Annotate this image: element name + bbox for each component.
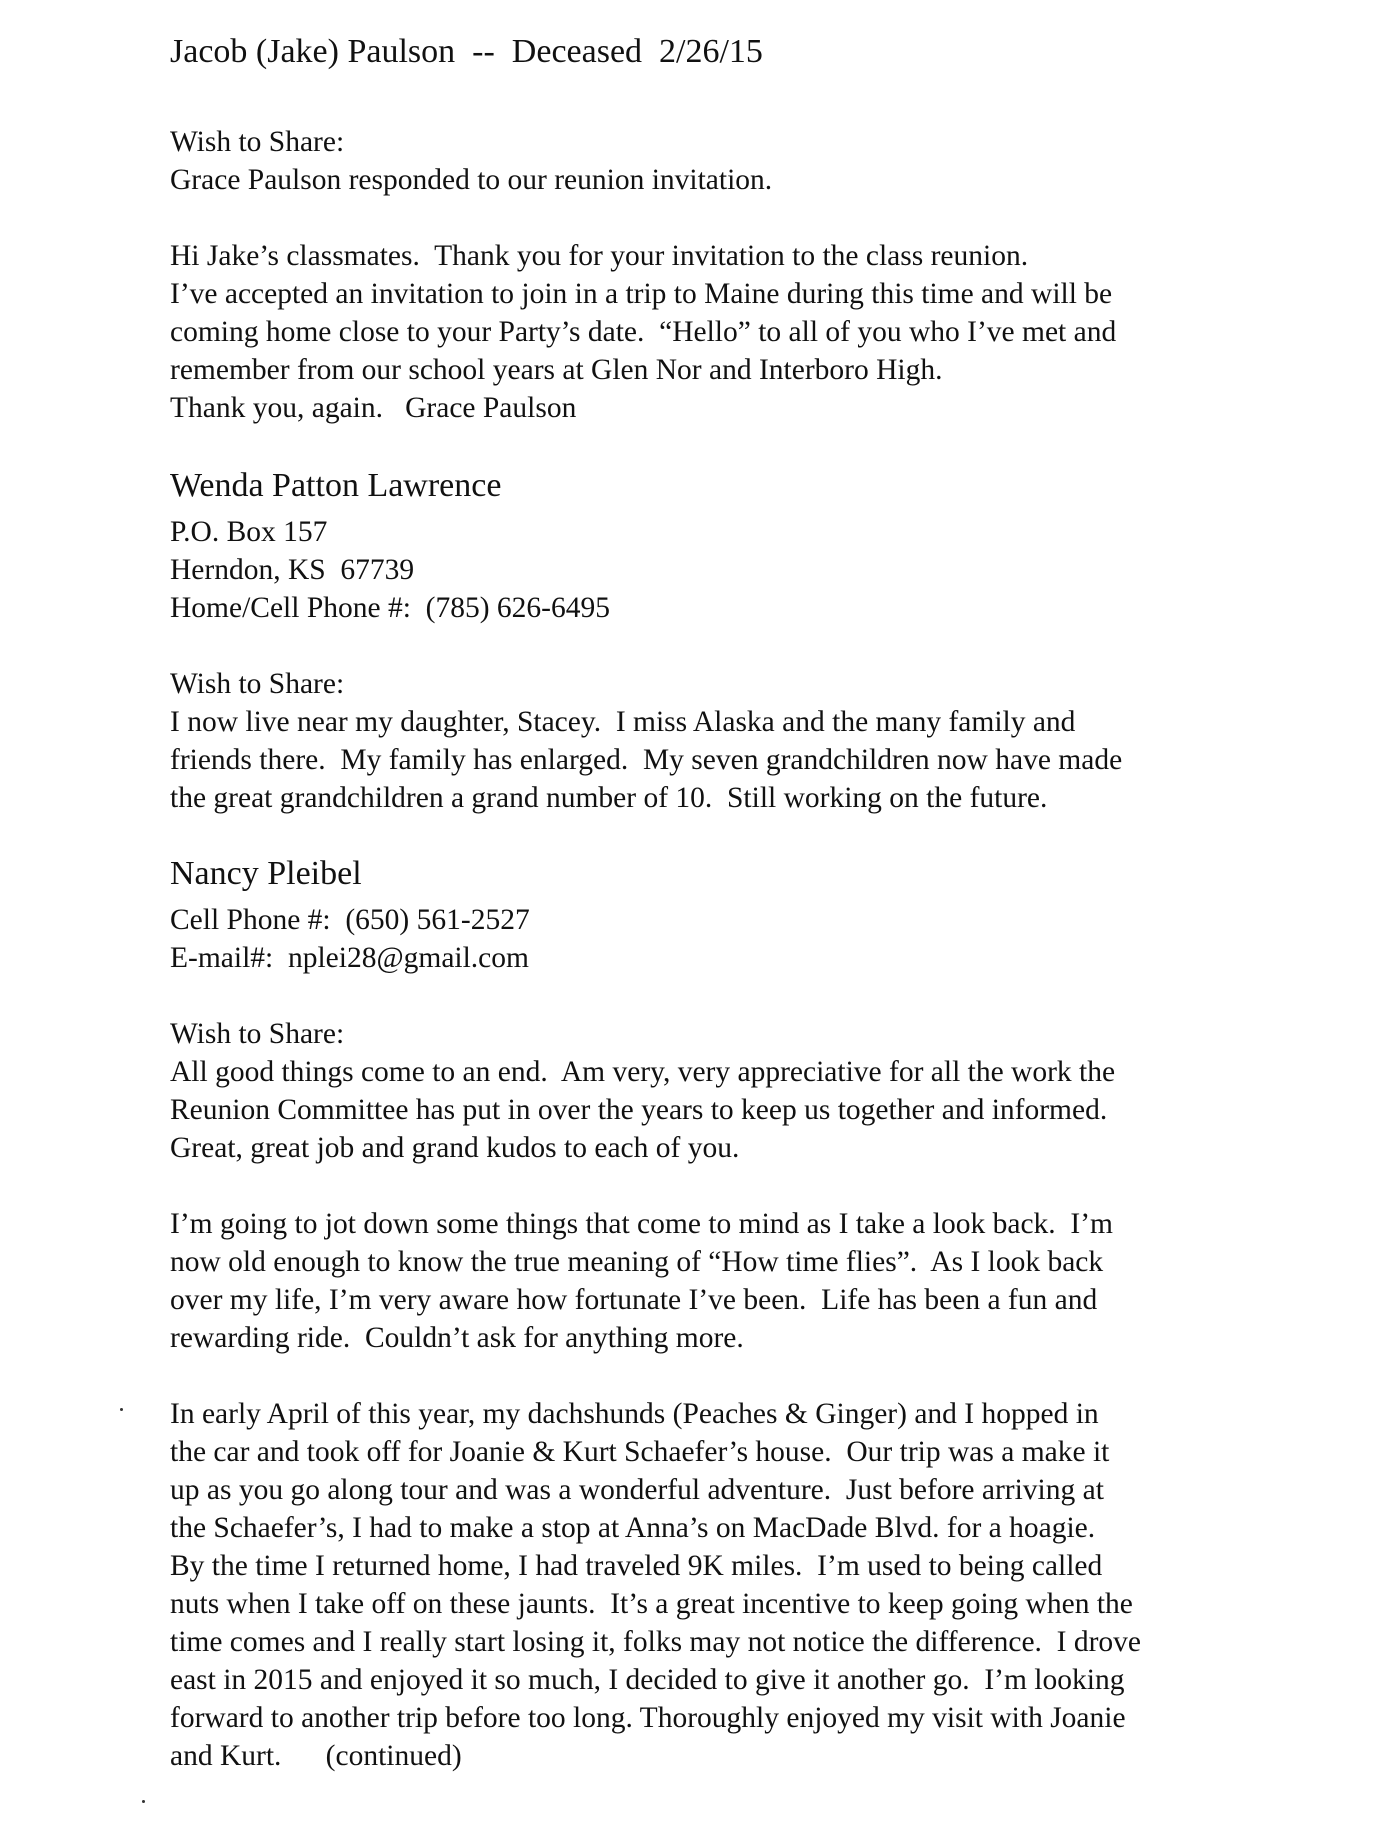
pleibel-paragraph3-line: the car and took off for Joanie & Kurt Schaefer’s house. Our trip was a make it [170,1436,1110,1468]
lawrence-message-line: I now live near my daughter, Stacey. I miss Alaska and the many family and [170,706,1076,738]
pleibel-paragraph3-line: and Kurt. (continued) [170,1740,462,1772]
pleibel-paragraph1-line: Reunion Committee has put in over the years to keep us together and informed. [170,1094,1108,1126]
paulson-message-line: coming home close to your Party’s date. “Hello” to all of you who I’ve met and [170,316,1117,348]
paulson-share-label: Wish to Share: [170,126,345,158]
lawrence-message-line: friends there. My family has enlarged. My seven grandchildren now have made [170,744,1123,776]
pleibel-paragraph3-line: forward to another trip before too long. Thoroughly enjoyed my visit with Joanie [170,1702,1126,1734]
paulson-message-line: Thank you, again. Grace Paulson [170,392,577,424]
pleibel-paragraph3-line: east in 2015 and enjoyed it so much, I decided to give it another go. I’m looking [170,1664,1125,1696]
pleibel-paragraph3-line: In early April of this year, my dachshunds (Peaches & Ginger) and I hopped in [170,1398,1099,1430]
pleibel-paragraph2-line: over my life, I’m very aware how fortunate I’ve been. Life has been a fun and [170,1284,1098,1316]
pleibel-paragraph1-line: Great, great job and grand kudos to each of you. [170,1132,740,1164]
pleibel-paragraph3-line: up as you go along tour and was a wonderful adventure. Just before arriving at [170,1474,1104,1506]
pleibel-paragraph3-line: time comes and I really start losing it, folks may not notice the difference. I drove [170,1626,1142,1658]
page-title: Jacob (Jake) Paulson -- Deceased 2/26/15 [170,33,763,70]
paulson-message-line: I’ve accepted an invitation to join in a trip to Maine during this time and will be [170,278,1113,310]
lawrence-address-line2: Herndon, KS 67739 [170,554,415,586]
pleibel-name: Nancy Pleibel [170,855,362,892]
paulson-message-line: Hi Jake’s classmates. Thank you for your invitation to the class reunion. [170,240,1029,272]
lawrence-phone: Home/Cell Phone #: (785) 626-6495 [170,592,610,624]
pleibel-paragraph3-line: nuts when I take off on these jaunts. It’s a great incentive to keep going when the [170,1588,1133,1620]
lawrence-address-line1: P.O. Box 157 [170,516,328,548]
pleibel-phone: Cell Phone #: (650) 561-2527 [170,904,530,936]
lawrence-name: Wenda Patton Lawrence [170,467,502,504]
lawrence-share-label: Wish to Share: [170,668,345,700]
pleibel-paragraph2-line: rewarding ride. Couldn’t ask for anything more. [170,1322,744,1354]
pleibel-share-label: Wish to Share: [170,1018,345,1050]
pleibel-paragraph2-line: I’m going to jot down some things that come to mind as I take a look back. I’m [170,1208,1114,1240]
pleibel-paragraph3-line: By the time I returned home, I had traveled 9K miles. I’m used to being called [170,1550,1103,1582]
paulson-message-line: remember from our school years at Glen Nor and Interboro High. [170,354,943,386]
scan-speck [142,1800,145,1803]
pleibel-paragraph3-line: the Schaefer’s, I had to make a stop at Anna’s on MacDade Blvd. for a hoagie. [170,1512,1096,1544]
scan-speck [120,1408,123,1411]
pleibel-email: E-mail#: nplei28@gmail.com [170,942,529,974]
paulson-intro: Grace Paulson responded to our reunion invitation. [170,164,773,196]
pleibel-paragraph2-line: now old enough to know the true meaning of “How time flies”. As I look back [170,1246,1104,1278]
lawrence-message-line: the great grandchildren a grand number of 10. Still working on the future. [170,782,1048,814]
pleibel-paragraph1-line: All good things come to an end. Am very, very appreciative for all the work the [170,1056,1116,1088]
